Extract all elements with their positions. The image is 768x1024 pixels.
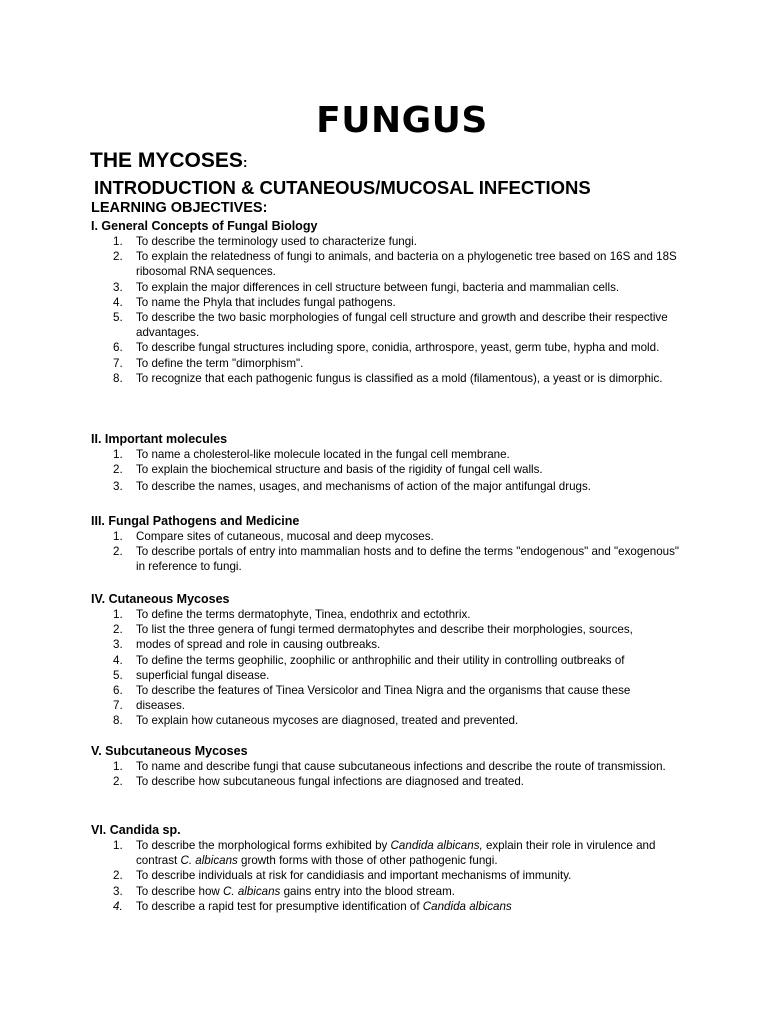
section-general-concepts: [91, 218, 691, 386]
item-text: diseases.: [136, 699, 185, 713]
list-item: [91, 295, 691, 310]
document-title: FUNGUS: [316, 100, 488, 141]
item-number: 1.: [113, 839, 123, 852]
list-item: [91, 683, 691, 698]
item-text: To describe the two basic morphologies of fungal cell structure and growth and describe their respective advantages.: [136, 311, 668, 340]
item-number: 3.: [113, 480, 123, 494]
item-number: 7.: [113, 356, 123, 370]
objective-list: [91, 838, 691, 914]
item-text: To define the terms dermatophyte, Tinea, endothrix and ectothrix.: [136, 608, 471, 621]
item-text-italic: C. albicans: [180, 854, 238, 868]
list-item: [91, 759, 691, 774]
list-item: [91, 462, 691, 477]
item-text: To explain how cutaneous mycoses are diagnosed, treated and prevented.: [136, 714, 519, 728]
section-title: I. General Concepts of Fungal Biology: [91, 219, 318, 233]
item-text: To explain the major differences in cell structure between fungi, bacteria and mammalian cells.: [136, 280, 620, 294]
item-text-part: explain their role in virulence and contrast: [136, 839, 656, 868]
section-fungal-pathogens: [91, 513, 691, 575]
item-text-part: To describe how: [136, 884, 223, 898]
list-item: [91, 838, 691, 868]
item-number: 4.: [113, 653, 123, 667]
list-item: [91, 622, 691, 637]
item-text: Compare sites of cutaneous, mucosal and deep mycoses.: [136, 530, 434, 543]
objective-list: [91, 607, 691, 729]
item-text: modes of spread and role in causing outbreaks.: [136, 638, 381, 652]
heading-mycoses-colon: :: [242, 154, 248, 170]
section-cutaneous-mycoses: [91, 591, 691, 729]
item-text: To describe the terminology used to characterize fungi.: [136, 235, 417, 248]
item-text: To describe how subcutaneous fungal infections are diagnosed and treated.: [136, 775, 525, 789]
list-item: [91, 447, 691, 462]
item-number: 3.: [113, 638, 123, 652]
list-item: [91, 249, 691, 279]
list-item: [91, 310, 691, 340]
item-number: 4.: [113, 295, 123, 309]
item-text-part: To describe a rapid test for presumptive identification of: [136, 899, 423, 913]
item-number: 1.: [113, 760, 123, 773]
heading-learning-objectives: LEARNING OBJECTIVES:: [91, 200, 268, 216]
item-number: 1.: [113, 235, 123, 248]
item-text: To define the terms geophilic, zoophilic or anthrophilic and their utility in controlling outbreaks of: [136, 653, 625, 667]
objective-list: [91, 234, 691, 386]
item-number: 2.: [113, 545, 123, 559]
list-item: [91, 607, 691, 622]
list-item: [91, 653, 691, 668]
item-number: 8.: [113, 714, 123, 728]
heading-introduction: INTRODUCTION & CUTANEOUS/MUCOSAL INFECTIONS: [94, 177, 591, 198]
item-number: 1.: [113, 608, 123, 621]
list-item: [91, 713, 691, 728]
item-text-part: To describe individuals at risk for candidiasis and important mechanisms of immunity.: [136, 869, 572, 883]
list-item: [91, 356, 691, 371]
item-number: 2.: [113, 869, 123, 883]
list-item: [91, 899, 691, 914]
objective-list: [91, 447, 691, 495]
objective-list: [91, 759, 691, 789]
item-text-italic: Candida albicans,: [390, 839, 483, 852]
item-text-part: gains entry into the blood stream.: [280, 884, 456, 898]
list-item: [91, 479, 691, 494]
list-item: [91, 544, 691, 574]
item-number: 1.: [113, 530, 123, 543]
item-number: 2.: [113, 775, 123, 789]
item-text-italic: Candida albicans: [422, 899, 512, 913]
heading-mycoses-text: THE MYCOSES: [90, 149, 243, 172]
item-number: 4.: [113, 899, 123, 913]
list-item: [91, 529, 691, 544]
item-text: To describe portals of entry into mammalian hosts and to define the terms "endogenous" and "exogenous" in reference to fungi.: [136, 545, 680, 574]
item-number: 2.: [113, 250, 123, 264]
section-title: IV. Cutaneous Mycoses: [91, 592, 230, 606]
item-text: To describe the names, usages, and mechanisms of action of the major antifungal drugs.: [136, 480, 591, 494]
item-text: To name a cholesterol-like molecule located in the fungal cell membrane.: [136, 448, 510, 461]
item-text-italic: C. albicans: [223, 884, 281, 898]
item-number: 7.: [113, 699, 123, 713]
item-number: 1.: [113, 448, 123, 461]
list-item: [91, 668, 691, 683]
item-text: To name the Phyla that includes fungal pathogens.: [136, 295, 396, 309]
section-title: III. Fungal Pathogens and Medicine: [91, 514, 300, 528]
item-number: 6.: [113, 684, 123, 698]
item-text: [136, 884, 691, 899]
item-number: 5.: [113, 311, 123, 325]
item-text-part: growth forms with those of other pathogenic fungi.: [237, 854, 498, 868]
list-item: [91, 698, 691, 713]
item-text: [136, 899, 691, 914]
list-item: [91, 884, 691, 899]
item-number: 6.: [113, 341, 123, 355]
list-item: [91, 637, 691, 652]
item-text: To describe the features of Tinea Versicolor and Tinea Nigra and the organisms that cause these: [136, 684, 631, 698]
section-subcutaneous-mycoses: [91, 743, 691, 789]
item-text: To describe fungal structures including spore, conidia, arthrospore, yeast, germ tube, hypha and mold.: [136, 341, 660, 355]
item-text: To define the term "dimorphism".: [136, 356, 304, 370]
heading-mycoses: [90, 149, 248, 173]
item-text-part: To describe the morphological forms exhibited by: [136, 839, 391, 852]
item-number: 8.: [113, 371, 123, 385]
list-item: [91, 234, 691, 249]
item-text: To recognize that each pathogenic fungus is classified as a mold (filamentous), a yeast or is dimorphic.: [136, 371, 663, 385]
item-text: superficial fungal disease.: [136, 668, 270, 682]
list-item: [91, 774, 691, 789]
section-title: II. Important molecules: [91, 432, 228, 446]
list-item: [91, 868, 691, 883]
list-item: [91, 371, 691, 386]
item-text: [136, 868, 691, 883]
section-title: V. Subcutaneous Mycoses: [91, 744, 248, 758]
item-number: 3.: [113, 884, 123, 898]
item-text: To name and describe fungi that cause subcutaneous infections and describe the route of transmission.: [136, 760, 666, 773]
item-text: To list the three genera of fungi termed dermatophytes and describe their morphologies, sources,: [136, 623, 633, 637]
item-text: [136, 838, 691, 868]
item-number: 3.: [113, 280, 123, 294]
item-number: 5.: [113, 668, 123, 682]
item-text: To explain the biochemical structure and basis of the rigidity of fungal cell walls.: [136, 463, 543, 477]
item-text: To explain the relatedness of fungi to animals, and bacteria on a phylogenetic tree based on 16S and 18S ribosomal RNA sequences.: [136, 250, 677, 279]
list-item: [91, 280, 691, 295]
section-title: VI. Candida sp.: [91, 823, 181, 837]
objective-list: [91, 529, 691, 575]
list-item: [91, 340, 691, 355]
item-number: 2.: [113, 463, 123, 477]
item-number: 2.: [113, 623, 123, 637]
section-candida: [91, 822, 691, 914]
section-important-molecules: [91, 431, 691, 495]
